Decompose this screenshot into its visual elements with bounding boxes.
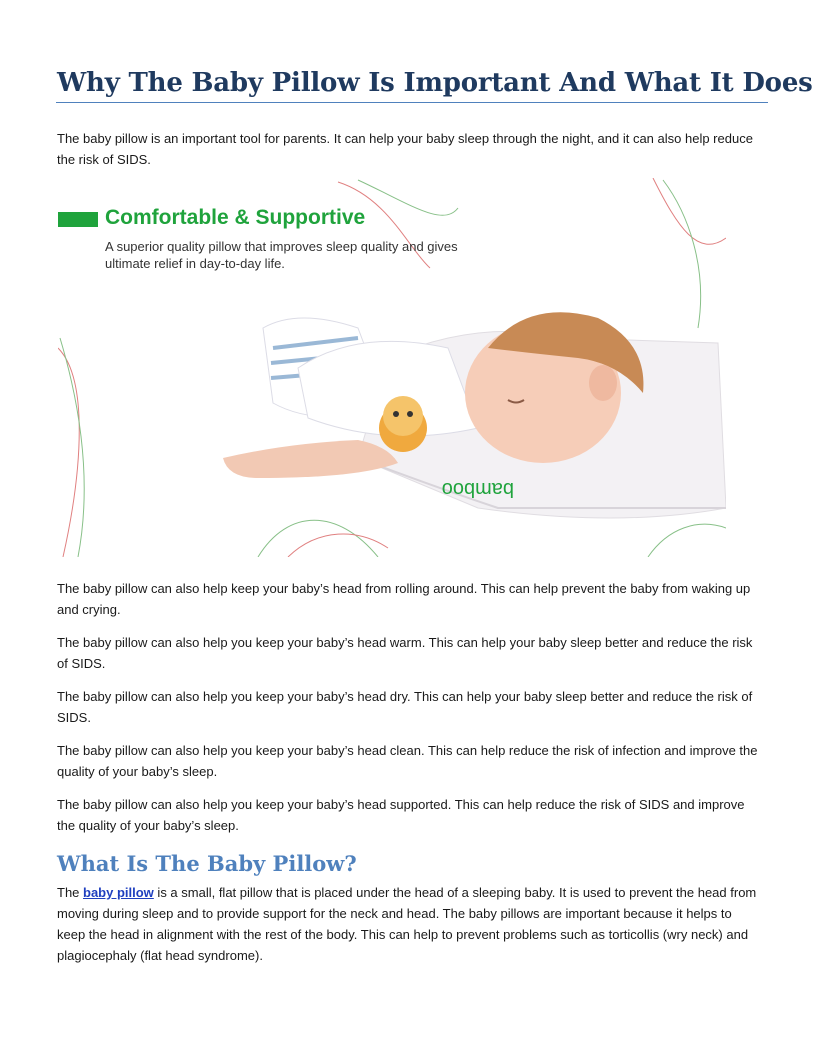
- baby-pillow-link[interactable]: baby pillow: [83, 885, 154, 900]
- decor-line: [60, 338, 84, 557]
- baby-arm: [223, 440, 398, 478]
- page-title: Why The Baby Pillow Is Important And What It Does: [57, 68, 813, 98]
- section-body: is a small, flat pillow that is placed under the head of a sleeping baby. It is used to prevent the head from moving during sleep and to provide support for the neck and head. The baby pillows are important because it helps to keep the head in alignment with the rest of the body. This can help to prevent problems such as torticollis (wry neck) and plagiocephaly (flat head syndrome).: [57, 885, 757, 963]
- heading-bar: [58, 212, 98, 227]
- decor-line: [653, 178, 726, 244]
- paragraph: The baby pillow can also help you keep your baby’s head supported. This can help reduce the risk of SIDS and improve the quality of your baby’s sleep.: [57, 797, 745, 833]
- pillow-logo: bamboo: [441, 478, 514, 500]
- decor-line: [648, 524, 726, 557]
- image-heading: Comfortable & Supportive: [105, 206, 366, 229]
- product-illustration: [58, 178, 726, 557]
- paragraph: The baby pillow can also help you keep your baby’s head clean. This can help reduce the risk of infection and improve the quality of your baby’s sleep.: [57, 743, 758, 779]
- intro-paragraph: The baby pillow is an important tool for parents. It can help your baby sleep through the night, and it can also help reduce the risk of SIDS.: [57, 131, 753, 167]
- paragraph: The baby pillow can also help keep your baby’s head from rolling around. This can help prevent the baby from waking up and crying.: [57, 581, 751, 617]
- section-lead: The: [57, 885, 84, 900]
- paragraph: The baby pillow can also help you keep your baby’s head dry. This can help your baby sleep better and reduce the risk of SIDS.: [57, 689, 753, 725]
- toy-eye: [407, 411, 413, 417]
- decor-line: [358, 180, 458, 215]
- decor-line: [663, 180, 701, 328]
- section-paragraph: [57, 882, 762, 966]
- decor-line: [58, 348, 79, 557]
- section-heading: What Is The Baby Pillow?: [57, 851, 357, 876]
- title-underline: [56, 102, 768, 103]
- decor-line: [288, 534, 388, 557]
- image-subtext: A superior quality pillow that improves sleep quality and gives ultimate relief in day-to-day life.: [105, 239, 458, 271]
- baby-ear: [589, 365, 617, 401]
- paragraph: The baby pillow can also help you keep your baby’s head warm. This can help your baby sleep better and reduce the risk of SIDS.: [57, 635, 753, 671]
- product-image: [58, 178, 726, 557]
- toy-eye: [393, 411, 399, 417]
- toy-head: [383, 396, 423, 436]
